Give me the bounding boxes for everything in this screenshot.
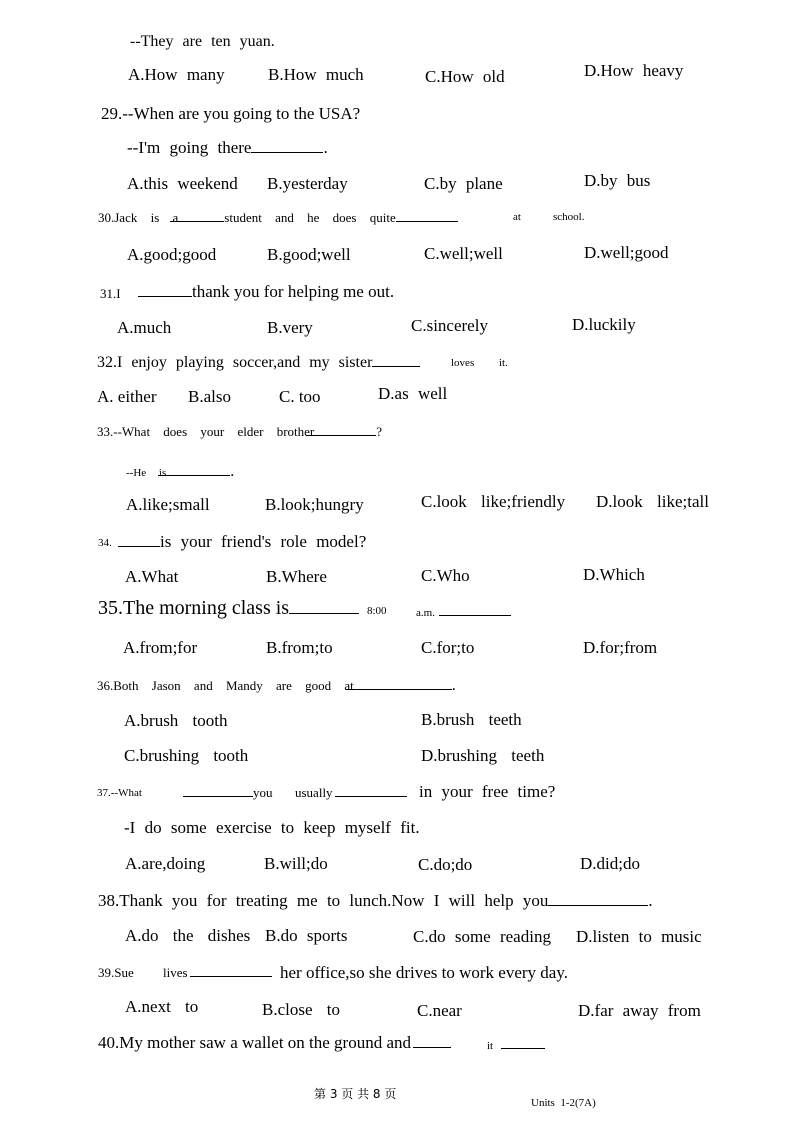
q28-option-d: D.How heavy — [584, 61, 684, 80]
q35-option-c: C.for;to — [421, 638, 475, 657]
q30-at: at — [513, 211, 521, 223]
q37-blank-2 — [335, 795, 407, 797]
q31-option-b: B.very — [267, 318, 313, 337]
q36-blank — [346, 688, 452, 690]
q39-option-b: B.close to — [262, 1000, 340, 1019]
q31-stem: thank you for helping me out. — [138, 283, 394, 300]
q31-option-c: C.sincerely — [411, 316, 488, 335]
q33-option-c: C.look like;friendly — [421, 492, 566, 511]
q35-option-b: B.from;to — [266, 638, 333, 657]
q37-blank-1-row: you — [183, 786, 273, 799]
q32-stem: 32.I enjoy playing soccer,and my sister — [97, 355, 420, 371]
q35-option-d: D.for;from — [583, 638, 658, 657]
q35-blank-1 — [289, 612, 359, 614]
q34-option-d: D.Which — [583, 565, 645, 584]
q35-option-a: A.from;for — [123, 638, 198, 657]
q31-number: 31.I — [100, 286, 121, 301]
q37-stem-end: in your free time? — [419, 782, 556, 801]
q38-option-c: C.do some reading — [413, 927, 551, 946]
q30-option-a: A.good;good — [127, 245, 217, 264]
q37-what: 37.--What — [97, 787, 142, 799]
q38-stem: 38.Thank you for treating me to lunch.Now I will help you . — [98, 891, 653, 910]
q32-it: it. — [499, 357, 508, 369]
q29-stem: 29.--When are you going to the USA? — [101, 104, 361, 123]
q33-option-a: A.like;small — [126, 495, 210, 514]
q37-response: -I do some exercise to keep myself fit. — [124, 818, 420, 837]
q31-blank — [138, 295, 192, 297]
q38-option-d: D.listen to music — [576, 927, 702, 946]
q31-option-a: A.much — [117, 318, 172, 337]
q30-school: school. — [553, 211, 585, 223]
q39-option-a: A.next to — [125, 997, 199, 1016]
q33-option-d: D.look like;tall — [596, 492, 709, 511]
q37-blank-1 — [183, 795, 253, 797]
q30-blank-1 — [170, 220, 224, 222]
q37-option-a: A.are,doing — [125, 854, 206, 873]
q32-option-c: C. too — [279, 387, 321, 406]
q32-blank — [372, 365, 420, 367]
q33-response: --He is . — [126, 463, 235, 480]
q36-stem: 36.Both Jason and Mandy are good at . — [97, 677, 456, 694]
q38-option-b: B.do sports — [265, 926, 348, 945]
q33-stem: 33.--What does your elder brother ? — [97, 424, 383, 439]
q33-option-b: B.look;hungry — [265, 495, 364, 514]
q35-time: 8:00 — [367, 605, 387, 617]
q37-option-c: C.do;do — [418, 855, 473, 874]
q38-blank — [548, 904, 648, 906]
q36-option-b: B.brush teeth — [421, 710, 522, 729]
q32-option-b: B.also — [188, 387, 231, 406]
q35-blank-2 — [439, 614, 511, 616]
q28-option-a: A.How many — [128, 65, 225, 84]
q29-option-d: D.by bus — [584, 171, 651, 190]
q29-option-c: C.by plane — [424, 174, 503, 193]
q32-loves: loves — [451, 357, 475, 369]
q39-sue: 39.Sue — [98, 965, 134, 980]
q28-answer: --They are ten yuan. — [130, 33, 275, 50]
q36-option-a: A.brush tooth — [124, 711, 228, 730]
q35-stem: 35.The morning class is — [98, 598, 359, 618]
q28-option-c: C.How old — [425, 67, 505, 86]
q28-option-b: B.How much — [268, 65, 364, 84]
q39-lives-row: lives — [163, 966, 272, 979]
q34-option-c: C.Who — [421, 566, 470, 585]
q34-number: 34. — [98, 537, 112, 549]
q36-option-c: C.brushing tooth — [124, 746, 249, 765]
q38-option-a: A.do the dishes — [125, 926, 251, 945]
q30-blank-2 — [396, 220, 458, 222]
page-number: 第 3 页 共 8 页 — [314, 1087, 397, 1101]
q31-option-d: D.luckily — [572, 315, 636, 334]
q30-stem: 30.Jack is a student and he does quite — [98, 211, 458, 224]
q34-blank — [118, 545, 160, 547]
q39-blank — [190, 975, 272, 977]
q37-usually-row: usually — [295, 786, 407, 799]
q40-blank-2 — [501, 1047, 545, 1049]
q34-option-b: B.Where — [266, 567, 327, 586]
q30-option-c: C.well;well — [424, 244, 503, 263]
q34-stem: is your friend's role model? — [118, 533, 366, 550]
q29-option-a: A.this weekend — [127, 174, 238, 193]
q29-response: --I'm going there . — [127, 138, 328, 157]
q40-blank-1 — [413, 1046, 451, 1048]
q30-option-d: D.well;good — [584, 243, 669, 262]
q39-stem-end: her office,so she drives to work every day. — [280, 963, 568, 982]
q29-option-b: B.yesterday — [267, 174, 348, 193]
q33-blank — [306, 434, 376, 436]
q33-response-blank — [158, 474, 230, 476]
q36-option-d: D.brushing teeth — [421, 746, 545, 765]
unit-label: Units 1-2(7A) — [531, 1097, 596, 1109]
q40-it-row: it — [487, 1041, 545, 1052]
q37-option-b: B.will;do — [264, 854, 328, 873]
q39-option-d: D.far away from — [578, 1001, 701, 1020]
q32-option-a: A. either — [97, 387, 157, 406]
q34-option-a: A.What — [125, 567, 179, 586]
q39-option-c: C.near — [417, 1001, 462, 1020]
q32-option-d: D.as well — [378, 384, 448, 403]
q30-option-b: B.good;well — [267, 245, 351, 264]
q37-option-d: D.did;do — [580, 854, 640, 873]
q40-stem: 40.My mother saw a wallet on the ground and — [98, 1034, 451, 1051]
q35-am: a.m. — [416, 608, 511, 619]
q29-blank — [251, 151, 323, 153]
